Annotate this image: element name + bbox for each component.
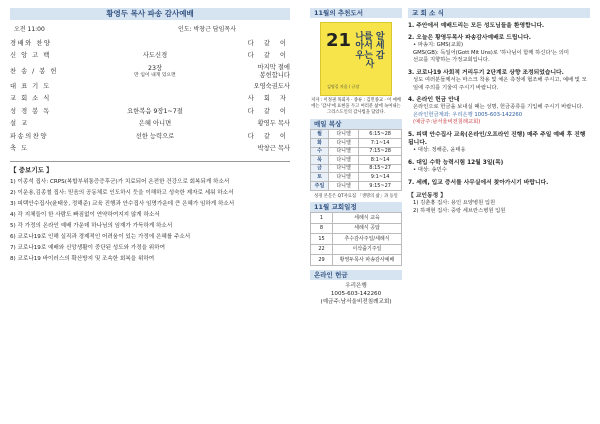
news-heading: 5. 피택 안수집사 교육(온라인/오프라인 진행) 매주 주일 예배 후 진행됩니다. xyxy=(408,132,586,147)
staff-title: 【 교인동정 】 xyxy=(408,192,447,199)
news-detail: 온라인으로 헌금을 보내실 때는 성명, 헌금종류를 기입해 주시기 바랍니다. xyxy=(413,104,584,111)
reading-day: 금 xyxy=(311,164,329,173)
staff-item: 1) 김춘홍 집사: 용인 요양병원 입원 xyxy=(413,200,496,207)
calendar-header: 11월 교회일정 xyxy=(310,202,402,212)
news-detail: 선교를 지향하는 가정교회입니다. xyxy=(413,57,490,64)
order-row xyxy=(10,93,290,106)
calendar-event: 세례식 공탑 xyxy=(333,223,402,234)
service-meta xyxy=(14,26,286,34)
order-leader-main: 황영두 목사 xyxy=(257,120,290,128)
calendar-table xyxy=(310,212,402,266)
calendar-row xyxy=(311,234,402,245)
order-leader xyxy=(230,83,290,91)
reading-day: 목 xyxy=(311,156,329,165)
book-cover xyxy=(320,22,392,96)
staff-list xyxy=(408,200,590,215)
prayer-item: 8) 코로나19 바이러스의 확산방지 및 조속한 회복을 위하여 xyxy=(10,256,155,263)
order-row xyxy=(10,143,290,156)
order-leader xyxy=(230,120,290,128)
service-title: 황영두 목사 파송 감사예배 xyxy=(10,8,290,20)
calendar-date: 22 xyxy=(311,244,333,255)
calendar-row xyxy=(311,213,402,224)
reading-day: 주일 xyxy=(311,181,329,190)
order-item: 교 회 소 식 xyxy=(10,95,51,103)
order-leader-main: 다 같 이 xyxy=(247,52,290,60)
right-column-a xyxy=(310,8,402,306)
news-heading: 3. 코로나19 사회적 거리두기 2단계로 상향 조정되었습니다. xyxy=(408,69,564,76)
service-time: 오전 11:00 xyxy=(14,26,45,33)
order-content-main: 선한 능력으로 xyxy=(135,132,175,140)
order-item: 대 표 기 도 xyxy=(10,82,51,90)
reading-range: 7:15~28 xyxy=(359,147,402,156)
prayer-item: 1) 이종석 집사: CRPS(복합부위통증증후군)가 치료되어 온전한 건강으로 회복되게 하소서 xyxy=(10,179,230,186)
calendar-row xyxy=(311,255,402,266)
reading-row xyxy=(311,164,402,173)
reading-book: 다니엘 xyxy=(329,181,359,190)
reading-table xyxy=(310,129,402,190)
order-content-main: 사도신경 xyxy=(142,52,168,60)
order-item: 신 앙 고 백 xyxy=(10,52,51,60)
calendar-event: 이삭줍기주일 xyxy=(333,244,402,255)
order-item: 축 도 xyxy=(10,145,29,153)
news-list xyxy=(408,22,590,187)
reading-book: 다니엘 xyxy=(329,156,359,165)
order-item: 파송의찬양 xyxy=(10,132,48,140)
reading-range: 6:15~28 xyxy=(359,130,402,139)
book-title: 나를 알아서 세우는 감사 xyxy=(355,32,385,71)
order-leader xyxy=(230,108,290,116)
right-column-b xyxy=(408,8,590,215)
reading-book: 다니엘 xyxy=(329,130,359,139)
reading-book: 다니엘 xyxy=(329,173,359,182)
news-heading: 1. 주안에서 예배드리는 모든 성도님들을 환영합니다. xyxy=(408,23,545,29)
news-heading: 6. 대입 수학 능력시험 12월 3일(목) xyxy=(408,159,504,166)
news-heading: 7. 세례, 입교 증서를 사무실에서 찾아가시기 바랍니다. xyxy=(408,179,549,186)
bank-account: 1005-603-142260 xyxy=(330,290,382,297)
bank-name: 우리은행 xyxy=(345,282,367,289)
reading-note: 성경 본문은 QT자료집 「생명의 삶」과 동일 xyxy=(314,193,398,199)
reading-range: 9:1~14 xyxy=(359,173,402,182)
order-content xyxy=(80,133,230,141)
order-item: 설 교 xyxy=(10,120,29,128)
reading-row xyxy=(311,147,402,156)
order-leader xyxy=(230,145,290,153)
calendar-event: 세례식 교육 xyxy=(333,213,402,224)
order-leader xyxy=(230,133,290,141)
calendar-row xyxy=(311,223,402,234)
calendar-event: 황영두목사 파송감사예배 xyxy=(333,255,402,266)
reading-day: 월 xyxy=(311,130,329,139)
reading-range: 8:1~14 xyxy=(359,156,402,165)
reading-row xyxy=(311,130,402,139)
reading-range: 9:15~27 xyxy=(359,181,402,190)
news-detail: (예금주:남서울비전침례교회) xyxy=(413,119,481,126)
order-row xyxy=(10,81,290,94)
order-leader-main: 다 같 이 xyxy=(247,39,290,47)
order-of-worship xyxy=(10,38,290,156)
online-header: 온라인 헌금 xyxy=(310,270,402,280)
reading-day: 수 xyxy=(311,147,329,156)
news-header: 교 회 소 식 xyxy=(408,8,590,18)
calendar-date: 1 xyxy=(311,213,333,224)
reading-header: 매일 복상 xyxy=(310,119,402,129)
order-leader-main: 오영숙권도사 xyxy=(253,82,290,90)
book-header: 11월의 추천도서 xyxy=(310,8,402,18)
order-leader-main: 마지막 절에 xyxy=(257,63,290,71)
order-row xyxy=(10,50,290,63)
order-content xyxy=(80,108,230,116)
order-item: 찬 송 / 봉 헌 xyxy=(10,67,58,75)
reading-range: 7:1~14 xyxy=(359,138,402,147)
order-content xyxy=(80,52,230,60)
prayer-list xyxy=(10,177,290,265)
order-content-main: 은혜 아니면 xyxy=(138,120,172,128)
order-item: 경배와 찬양 xyxy=(10,39,52,47)
reading-book: 다니엘 xyxy=(329,147,359,156)
order-content xyxy=(80,65,230,79)
news-detail: • 대상: 송민수 xyxy=(413,167,447,174)
book-number: 21 xyxy=(326,30,352,51)
divider xyxy=(10,161,290,162)
prayer-title: 【 중보기도 】 xyxy=(10,165,53,174)
calendar-event: 추수감사주일/세례식 xyxy=(333,234,402,245)
reading-book: 다니엘 xyxy=(329,164,359,173)
news-heading: 4. 온라인 헌금 안내 xyxy=(408,97,460,104)
order-leader-main: 다 같 이 xyxy=(247,107,290,115)
online-bank xyxy=(310,283,402,306)
order-leader xyxy=(230,40,290,48)
news-detail: 성도 여러분들께서는 마스크 착용 및 체온 측정에 협조해 주시고, 예배 및 모임에 주의를 기울여 주시기 바랍니다. xyxy=(413,77,587,91)
reading-book: 다니엘 xyxy=(329,138,359,147)
order-leader-main: 다 같 이 xyxy=(247,132,290,140)
prayer-item: 3) 피택안수집사(윤태웅, 정해준) 교육 진행과 안수집사 임명가운데 큰 은혜가 임하게 하소서 xyxy=(10,201,235,208)
bank-holder: (예금주:남서울비전침례교회) xyxy=(320,298,392,305)
order-row xyxy=(10,63,290,81)
book-sub: 김명길 자음 / 규장 xyxy=(327,83,360,89)
order-content xyxy=(80,120,230,128)
news-detail: GMS(GB): 독일어(Gott Mit Uns)로 '하나님이 함께 하신다'는 의미 xyxy=(413,49,570,56)
order-row xyxy=(10,38,290,51)
order-leader-main: 박창근 목사 xyxy=(257,145,290,153)
order-leader xyxy=(230,95,290,103)
prayer-item: 6) 코로나19로 인해 실직과 경제적인 어려움이 있는 가정에 은혜를 주소서 xyxy=(10,234,191,241)
order-item: 성 경 봉 독 xyxy=(10,107,51,115)
order-row xyxy=(10,106,290,119)
reading-row xyxy=(311,138,402,147)
calendar-row xyxy=(311,244,402,255)
reading-row xyxy=(311,173,402,182)
news-heading: 2. 오늘은 황영두목사 파송감사예배로 드립니다. xyxy=(408,35,531,42)
order-row xyxy=(10,131,290,144)
news-detail: • 파송지: GMS(교회) xyxy=(413,42,464,49)
order-leader-sub: 봉헌합니다 xyxy=(259,71,290,79)
reading-day: 화 xyxy=(311,138,329,147)
reading-row xyxy=(311,181,402,190)
reading-day: 토 xyxy=(311,173,329,182)
prayer-item: 4) 각 지체들이 한 사람도 빠짐없이 연약하여지지 않게 하소서 xyxy=(10,212,160,219)
prayer-item: 2) 이운용,김종철 집사: 믿음의 공동체로 인도하시 듯을 이해하고 성숙한 제자로 세워 하소서 xyxy=(10,190,234,197)
calendar-date: 8 xyxy=(311,223,333,234)
order-leader xyxy=(230,52,290,60)
news-detail: • 대상: 정해준, 윤태웅 xyxy=(413,147,466,154)
order-row xyxy=(10,118,290,131)
calendar-date: 29 xyxy=(311,255,333,266)
staff-item: 2) 하재현 집사: 중랑 세브란스병원 입원 xyxy=(413,207,506,214)
reading-row xyxy=(311,156,402,165)
order-content-main: 23장 xyxy=(147,64,163,72)
book-caption: 저자 : 이정권 목회자 · 종류 : 김민종교 · 이 예배에는 '감사'에 표현을 두고 여러분 삶에 녹여내는 그리스도인의 감사법을 담았다. xyxy=(311,98,401,115)
news-detail: 온라인헌금계좌: 우리은행 1005-603-142260 xyxy=(413,111,523,118)
prayer-item: 5) 각 가정의 온라인 예배 가운데 하나님의 임재가 가득하게 하소서 xyxy=(10,223,173,230)
order-content-sub: 만 입이 내게 있으면 xyxy=(134,72,176,78)
order-content-main: 요한복음 9장1~7절 xyxy=(127,107,183,115)
calendar-date: 15 xyxy=(311,234,333,245)
prayer-item: 7) 코로나19로 예배와 신앙생활이 중단된 성도와 가정을 위하여 xyxy=(10,245,165,252)
order-leader xyxy=(230,64,290,80)
service-leader: 인도: 박창근 담임목사 xyxy=(177,26,236,33)
order-leader-main: 사 회 자 xyxy=(247,95,290,103)
reading-range: 8:15~27 xyxy=(359,164,402,173)
